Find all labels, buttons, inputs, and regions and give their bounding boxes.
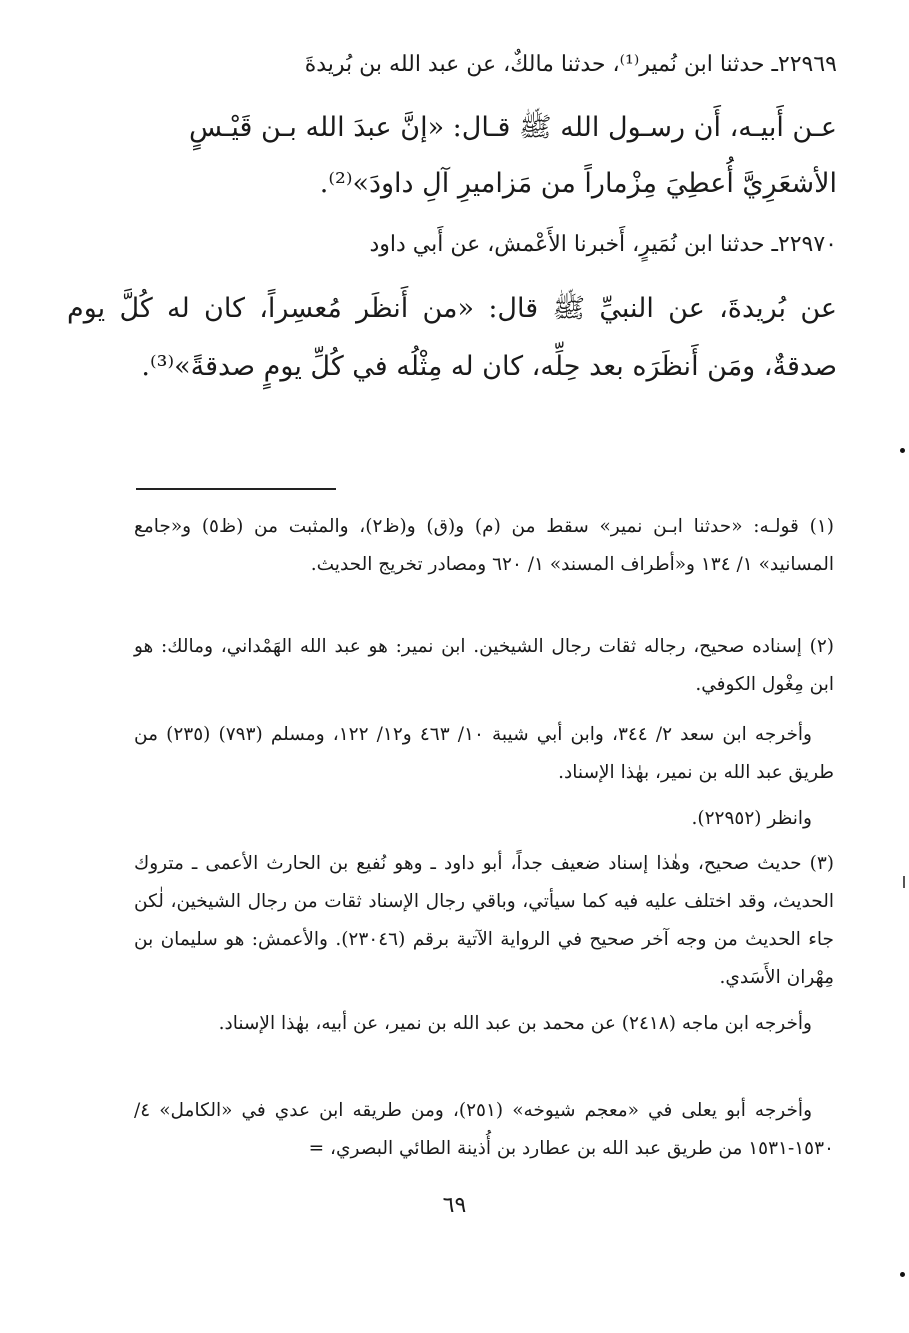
footnote-3: (٣) حديث صحيح، وهٰذا إسناد ضعيف جداً، أبو داود ـ وهو نُفيع بن الحارث الأعمى ـ متروك الحديث، وقد اختلف عليه فيه كما سيأتي، وباقي رجال الإسناد ثقات من رجال الشيخين، لٰكن جاء الحديث من وجه آخر صحيح في الرواية الآتية برقم (٢٣٠٤٦). والأعمش: هو سليمان بن مِهْران الأَسَدي. (134, 853, 834, 988)
margin-mark-dot (900, 448, 905, 453)
footnote-separator (136, 488, 336, 490)
footnote-2-see-also: وانظر (٢٢٩٥٢). (691, 808, 812, 829)
footnote-3-ibn-majah: وأخرجه ابن ماجه (٢٤١٨) عن محمد بن عبد الله بن نمير، عن أبيه، بهٰذا الإسناد. (218, 1013, 812, 1034)
hadith-22969-line1: ٢٢٩٦٩ـ حدثنا ابن نُمير⁽¹⁾، حدثنا مالكٌ، عن عبد الله بن بُريدةَ (304, 52, 837, 77)
margin-mark-tick (903, 876, 905, 888)
footnote-2: (٢) إسناده صحيح، رجاله ثقات رجال الشيخين. ابن نمير: هو عبد الله الهَمْداني، ومالك: هو ابن مِغْول الكوفي. (134, 636, 834, 695)
hadith-22970-line1: ٢٢٩٧٠ـ حدثنا ابن نُمَيرٍ، أَخبرنا الأَعْمش، عن أَبي داود (369, 232, 837, 257)
hadith-22969-line2: عـن أَبيـه، أَن رسـول الله ﷺ قـال: «إنَّ عبدَ الله بـن قَيْـسٍ (188, 112, 837, 143)
hadith-22969-line3: الأشعَرِيَّ أُعطِيَ مِزْماراً من مَزاميرِ آلِ داودَ»⁽²⁾. (319, 168, 837, 199)
footnote-2-takhrij: وأخرجه ابن سعد ٢/ ٣٤٤، وابن أبي شيبة ١٠/ ٤٦٣ و١٢/ ١٢٢، ومسلم (٧٩٣) (٢٣٥) من طريق عبد الله بن نمير، بهٰذا الإسناد. (134, 724, 834, 783)
footnote-3-abu-yala: وأخرجه أبو يعلى في «معجم شيوخه» (٢٥١)، ومن طريقه ابن عدي في «الكامل» ٤/ ١٥٣٠-١٥٣١ من طريق عبد الله بن عطارد بن أُذينة الطائي البصري، = (134, 1100, 834, 1159)
hadith-22970-body: عن بُريدةَ، عن النبيِّ ﷺ قال: «من أَنظَر مُعسِراً، كان له كُلَّ يوم صدقةٌ، ومَن أَنظَرَه بعد حِلِّه، كان له مِثْلُه في كُلِّ يومٍ صدقةً»⁽³⁾. (67, 293, 837, 382)
margin-mark-dot-bottom (900, 1272, 905, 1277)
page-number: ٦٩ (442, 1193, 467, 1218)
footnote-1: (١) قولـه: «حدثنا ابـن نمير» سقط من (م) و(ق) و(ظ٢)، والمثبت من (ظ٥) و«جامع المسانيد» ١/ ١٣٤ و«أطراف المسند» ١/ ٦٢٠ ومصادر تخريج الحديث. (134, 516, 834, 575)
